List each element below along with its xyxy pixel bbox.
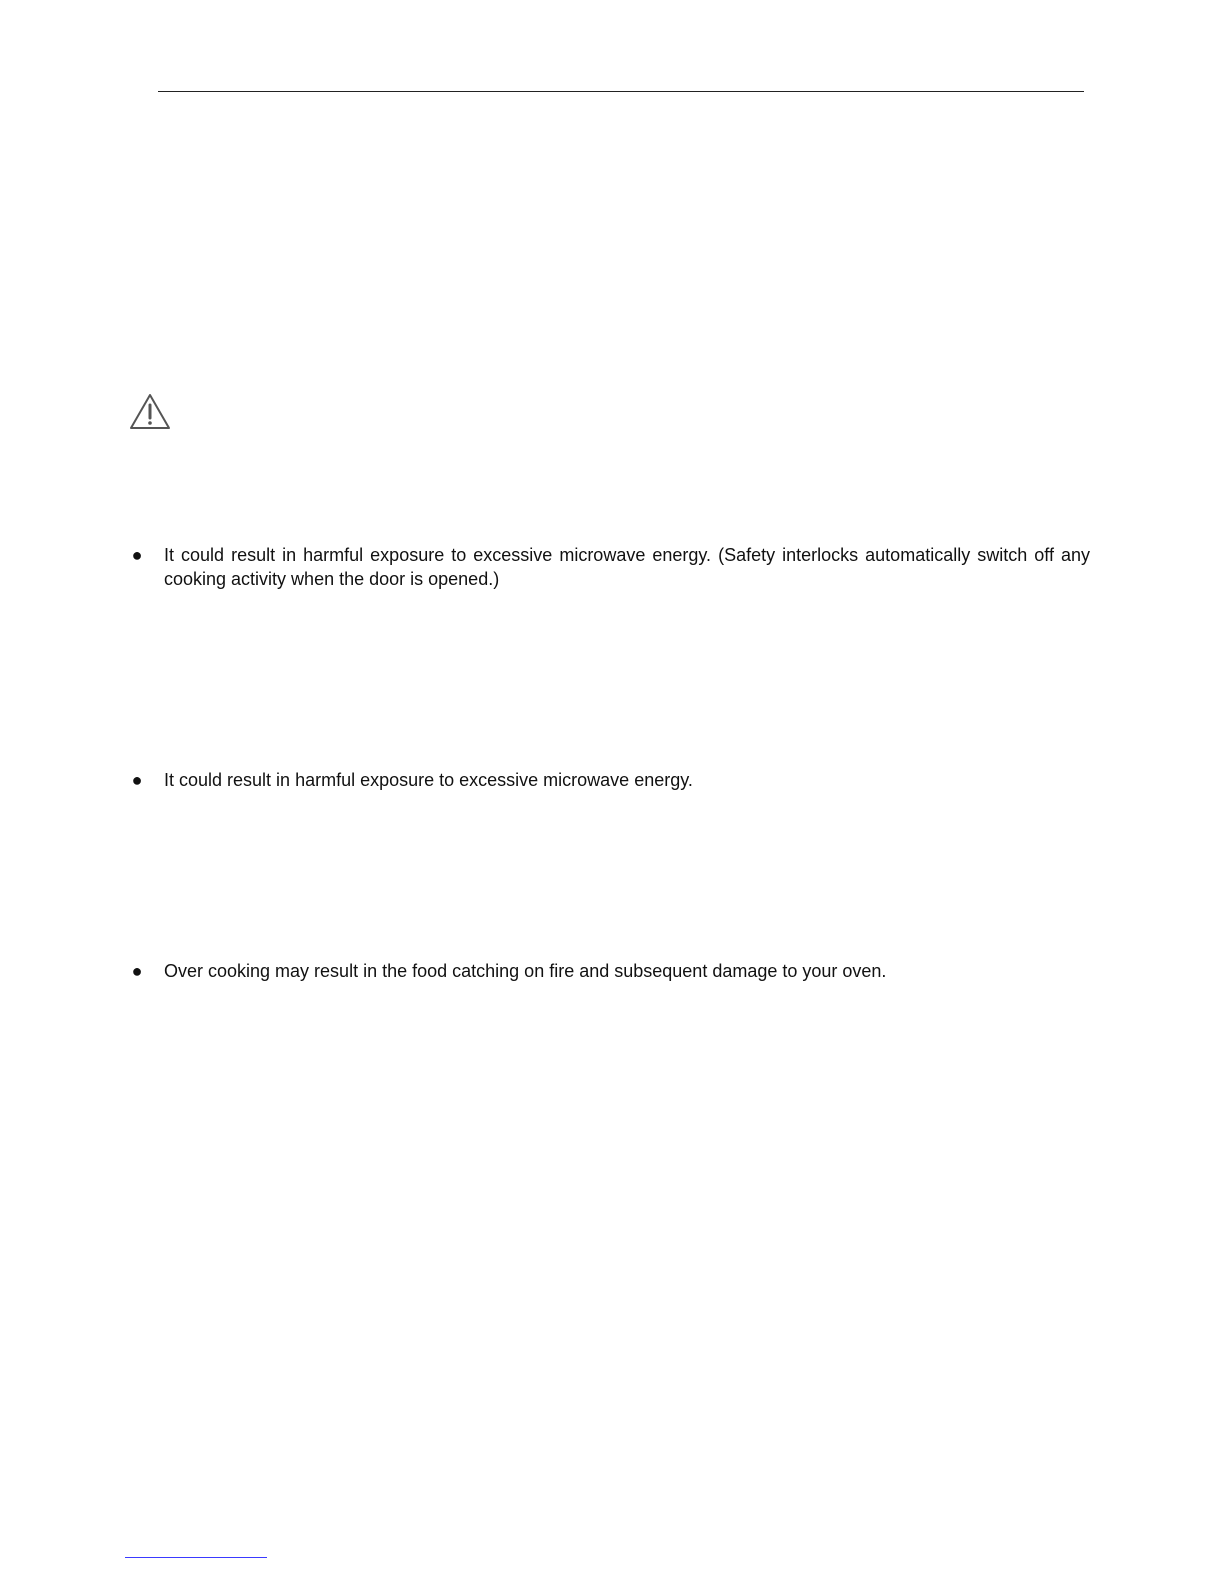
list-item <box>130 959 1090 983</box>
bullet-text: It could result in harmful exposure to excessive microwave energy. <box>164 770 693 790</box>
list-item <box>130 768 1090 792</box>
bullet-icon: ● <box>131 545 143 565</box>
list-item <box>130 543 1090 591</box>
footer-link-underline[interactable] <box>125 1557 267 1558</box>
header-divider <box>158 91 1084 92</box>
bullet-text: It could result in harmful exposure to excessive microwave energy. (Safety interlocks automatically switch off any cooking activity when the door is opened.) <box>164 545 1090 589</box>
bullet-icon: ● <box>131 961 143 981</box>
bullet-text: Over cooking may result in the food catching on fire and subsequent damage to your oven. <box>164 961 887 981</box>
bullet-icon: ● <box>131 770 143 790</box>
warning-triangle-icon <box>129 393 171 431</box>
